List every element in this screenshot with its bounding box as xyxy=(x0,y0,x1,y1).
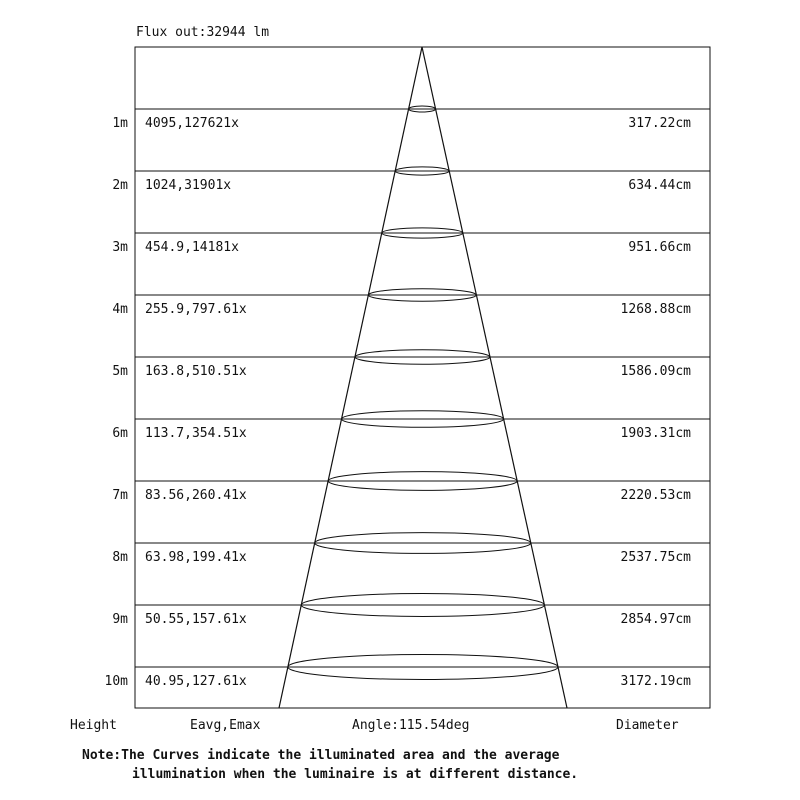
note-line-2: illumination when the luminaire is at different distance. xyxy=(132,767,579,782)
row-eavg-emax-value: 255.9,797.61x xyxy=(145,302,247,317)
note-line-1: The Curves indicate the illuminated area and the average xyxy=(121,748,560,763)
diameter-column-label: Diameter xyxy=(616,718,679,733)
row-height-label: 9m xyxy=(112,612,128,627)
note-prefix: Note: xyxy=(82,748,122,763)
row-eavg-emax-value: 454.9,14181x xyxy=(145,240,239,255)
row-eavg-emax-value: 63.98,199.41x xyxy=(145,550,247,565)
row-diameter-value: 2537.75cm xyxy=(620,550,691,565)
row-height-label: 3m xyxy=(112,240,128,255)
row-eavg-emax-value: 40.95,127.61x xyxy=(145,674,247,689)
row-diameter-value: 2854.97cm xyxy=(620,612,691,627)
beam-angle-label: Angle:115.54deg xyxy=(352,718,470,733)
eavg-emax-column-label: Eavg,Emax xyxy=(190,718,261,733)
flux-label: Flux out:32944 lm xyxy=(136,25,270,40)
row-diameter-value: 317.22cm xyxy=(628,116,691,131)
row-height-label: 5m xyxy=(112,364,128,379)
beam-edge-right xyxy=(422,47,567,708)
row-diameter-value: 1903.31cm xyxy=(620,426,691,441)
row-diameter-value: 1586.09cm xyxy=(620,364,691,379)
row-eavg-emax-value: 50.55,157.61x xyxy=(145,612,247,627)
row-height-label: 1m xyxy=(112,116,128,131)
row-height-label: 8m xyxy=(112,550,128,565)
row-height-label: 6m xyxy=(112,426,128,441)
row-height-label: 4m xyxy=(112,302,128,317)
row-diameter-value: 634.44cm xyxy=(628,178,691,193)
row-eavg-emax-value: 1024,31901x xyxy=(145,178,232,193)
row-diameter-value: 3172.19cm xyxy=(620,674,691,689)
height-column-label: Height xyxy=(70,718,117,733)
note xyxy=(82,746,578,784)
row-eavg-emax-value: 163.8,510.51x xyxy=(145,364,247,379)
row-eavg-emax-value: 4095,127621x xyxy=(145,116,239,131)
beam-edge-left xyxy=(279,47,422,708)
row-diameter-value: 2220.53cm xyxy=(620,488,691,503)
row-height-label: 2m xyxy=(112,178,128,193)
row-diameter-value: 951.66cm xyxy=(628,240,691,255)
row-height-label: 7m xyxy=(112,488,128,503)
row-eavg-emax-value: 83.56,260.41x xyxy=(145,488,247,503)
row-height-label: 10m xyxy=(104,674,128,689)
row-eavg-emax-value: 113.7,354.51x xyxy=(145,426,247,441)
row-diameter-value: 1268.88cm xyxy=(620,302,691,317)
